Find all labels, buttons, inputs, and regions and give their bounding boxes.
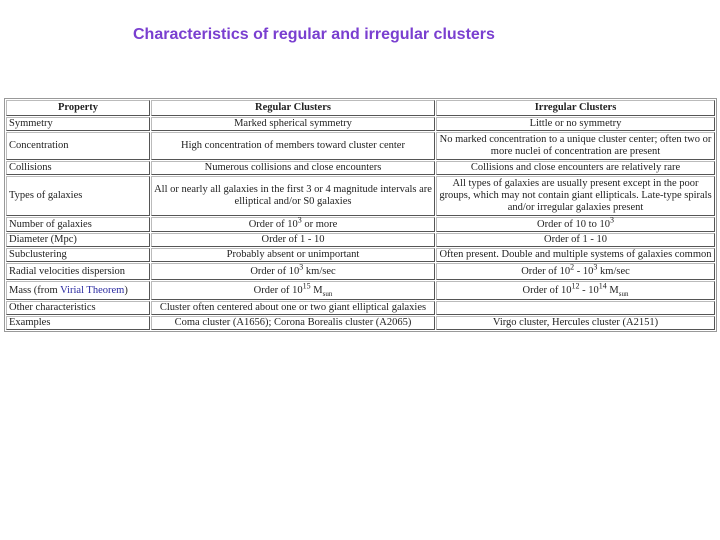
text: - 10 bbox=[579, 284, 599, 296]
irregular-cell bbox=[436, 281, 715, 300]
text: km/sec bbox=[303, 265, 336, 277]
irregular-cell: Collisions and close encounters are relatively rare bbox=[436, 161, 715, 175]
property-cell: Symmetry bbox=[6, 117, 150, 131]
irregular-cell bbox=[436, 263, 715, 280]
irregular-cell bbox=[436, 217, 715, 232]
superscript: 15 bbox=[302, 281, 311, 290]
regular-cell: Marked spherical symmetry bbox=[151, 117, 435, 131]
text: Order of 10 bbox=[522, 284, 572, 296]
table-row bbox=[6, 301, 715, 315]
property-cell: Types of galaxies bbox=[6, 176, 150, 216]
text: M bbox=[606, 284, 619, 296]
regular-cell: All or nearly all galaxies in the first 3 or 4 magnitude intervals are elliptical and/or S0 galaxies bbox=[151, 176, 435, 216]
text: Order of 10 to 10 bbox=[537, 218, 610, 230]
table-row bbox=[6, 176, 715, 216]
text: Mass (from bbox=[9, 284, 61, 296]
text: - 10 bbox=[574, 265, 594, 277]
superscript: 3 bbox=[609, 215, 614, 224]
table-row bbox=[6, 161, 715, 175]
irregular-cell: No marked concentration to a unique cluster center; often two or more nuclei of concentration are present bbox=[436, 132, 715, 160]
table-row bbox=[6, 233, 715, 247]
table-row bbox=[6, 217, 715, 232]
clusters-table bbox=[4, 98, 717, 332]
text: Order of 10 bbox=[521, 265, 571, 277]
property-cell: Number of galaxies bbox=[6, 217, 150, 232]
subscript: sun bbox=[322, 289, 333, 298]
text: or more bbox=[301, 218, 338, 230]
irregular-cell bbox=[436, 301, 715, 315]
text: km/sec bbox=[597, 265, 630, 277]
table-header bbox=[6, 100, 715, 116]
superscript: 14 bbox=[598, 281, 607, 290]
text: Order of 10 bbox=[250, 265, 300, 277]
regular-cell: Cluster often centered about one or two giant elliptical galaxies bbox=[151, 301, 435, 315]
irregular-cell: Virgo cluster, Hercules cluster (A2151) bbox=[436, 316, 715, 330]
page-title: Characteristics of regular and irregular clusters bbox=[133, 26, 495, 43]
regular-cell: Order of 1 - 10 bbox=[151, 233, 435, 247]
regular-cell: Probably absent or unimportant bbox=[151, 248, 435, 262]
table-row bbox=[6, 263, 715, 280]
superscript: 3 bbox=[297, 215, 302, 224]
regular-cell: Numerous collisions and close encounters bbox=[151, 161, 435, 175]
property-cell: Subclustering bbox=[6, 248, 150, 262]
property-cell: Other characteristics bbox=[6, 301, 150, 315]
regular-cell: High concentration of members toward cluster center bbox=[151, 132, 435, 160]
table-row bbox=[6, 132, 715, 160]
irregular-cell: Often present. Double and multiple systems of galaxies common bbox=[436, 248, 715, 262]
header-irregular: Irregular Clusters bbox=[436, 100, 715, 116]
table-row bbox=[6, 281, 715, 300]
subscript: sun bbox=[618, 289, 629, 298]
text: Order of 10 bbox=[248, 218, 298, 230]
text: M bbox=[310, 284, 323, 296]
superscript: 2 bbox=[570, 262, 575, 271]
text: ) bbox=[124, 284, 128, 296]
header-regular: Regular Clusters bbox=[151, 100, 435, 116]
superscript: 3 bbox=[593, 262, 598, 271]
irregular-cell: Little or no symmetry bbox=[436, 117, 715, 131]
property-cell: Radial velocities dispersion bbox=[6, 263, 150, 280]
irregular-cell: Order of 1 - 10 bbox=[436, 233, 715, 247]
text: Order of 10 bbox=[253, 284, 303, 296]
irregular-cell: All types of galaxies are usually present except in the poor groups, which may not contain giant ellipticals. Late-type spirals and/or irregular galaxies present bbox=[436, 176, 715, 216]
property-cell: Examples bbox=[6, 316, 150, 330]
property-cell: Collisions bbox=[6, 161, 150, 175]
regular-cell bbox=[151, 263, 435, 280]
property-cell: Diameter (Mpc) bbox=[6, 233, 150, 247]
superscript: 3 bbox=[299, 262, 304, 271]
property-cell bbox=[6, 281, 150, 300]
regular-cell bbox=[151, 281, 435, 300]
table-row bbox=[6, 316, 715, 330]
regular-cell bbox=[151, 217, 435, 232]
header-property: Property bbox=[6, 100, 150, 116]
virial-theorem-link[interactable]: Virial Theorem bbox=[60, 284, 125, 296]
superscript: 12 bbox=[571, 281, 580, 290]
regular-cell: Coma cluster (A1656); Corona Borealis cluster (A2065) bbox=[151, 316, 435, 330]
property-cell: Concentration bbox=[6, 132, 150, 160]
table-row bbox=[6, 248, 715, 262]
table-row bbox=[6, 117, 715, 131]
